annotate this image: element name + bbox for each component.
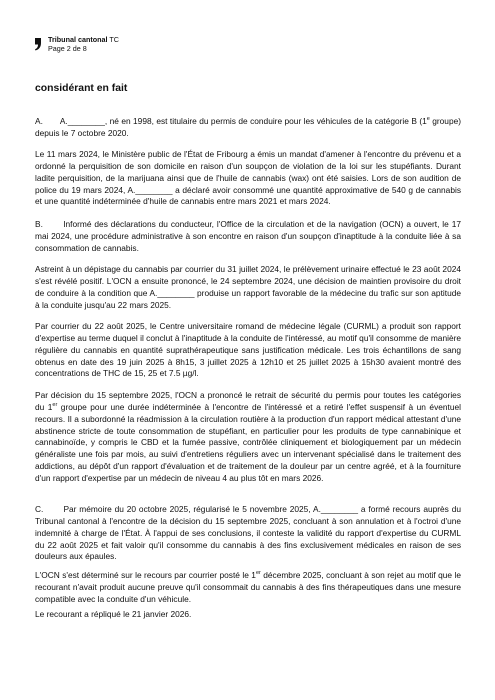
paragraph-c: C. Par mémoire du 20 octobre 2025, régularisé le 5 novembre 2025, A.________ a formé recours auprès du Tribunal cantonal à l'encontre de la décision du 15 septembre 2025, concluant à son annulation et à l'octroi d'une indemnité à charge de l'État. À l'appui de ses conclusions, il conteste la validité du rapport d'expertise du CURML du 22 août 2025 et fait valoir qu'il consomme du cannabis à des fins exclusivement médicales en raison de ses douleurs aux épaules. [35, 504, 461, 562]
court-name: Tribunal cantonal TC [48, 35, 119, 44]
page-number: Page 2 de 8 [48, 43, 87, 53]
section-title: considérant en fait [35, 83, 128, 94]
paragraph-decision: Par décision du 15 septembre 2025, l'OCN a prononcé le retrait de sécurité du permis pour toutes les catégories du 1er groupe pour une durée indéterminée à l'encontre de l'intéressé et a retiré l'effet suspensif à un éventuel recours. Il a subordonné la réadmission à la circulation routière à la production d'un rapport médical attestant d'une abstinence stricte de toute consommation de stupéfiant, en particulier pour les produits de type cannabinique et cannabinoïde, y compris le CBD et la fumée passive, contrôlée cliniquement et biologiquement par un médecin généraliste une fois par mois, au suivi d'entretiens réguliers avec un intervenant spécialisé dans le traitement des addictions, au dépôt d'un rapport d'évaluation et de traitement de la douleur par un centre agréé, et à la fourniture d'un rapport d'expertise par un médecin de niveau 4 au plus tôt en mars 2026. [35, 390, 461, 483]
court-logo-icon [33, 37, 43, 51]
document-header [33, 36, 119, 53]
paragraph-a: A. A.________, né en 1998, est titulaire du permis de conduire pour les véhicules de la catégorie B (1e groupe) depuis le 7 octobre 2020. [35, 116, 461, 138]
paragraph-reply: Le recourant a répliqué le 21 janvier 2026. [35, 609, 192, 619]
paragraph-ocn-response: L'OCN s'est déterminé sur le recours par courrier posté le 1er décembre 2025, concluant à son rejet au motif que le recourant n'avait produit aucune preuve qu'il consommait du cannabis à des fins thérapeutiques dans une mesure compatible avec la conduite d'un véhicule. [35, 570, 461, 604]
paragraph-screening: Astreint à un dépistage du cannabis par courrier du 31 juillet 2024, le prélèvement urinaire effectué le 23 août 2024 s'est révélé positif. L'OCN a ensuite prononcé, le 24 septembre 2024, une décision de maintien provisoire du droit de conduire à la condition que A.________ produise un rapport favorable de la médecine du trafic sur son aptitude à la conduite jusqu'au 22 mars 2025. [35, 264, 461, 310]
paragraph-b: B. Informé des déclarations du conducteur, l'Office de la circulation et de la navigation (OCN) a ouvert, le 17 mai 2024, une procédure administrative à son encontre en raison d'un soupçon d'inaptitude à la conduite liée à sa consommation de cannabis. [35, 219, 461, 253]
paragraph-expertise: Par courrier du 22 août 2025, le Centre universitaire romand de médecine légale (CURML) a produit son rapport d'expertise au terme duquel il conclut à l'inaptitude à la conduite de l'intéressé, au motif qu'il consomme de manière régulière du cannabis en quantité suprathérapeutique sans justification médicale. Les trois échantillons de sang obtenus en date des 19 juin 2025 à 8h15, 3 juillet 2025 à 12h10 et 25 juillet 2025 à 15h30 avaient montré des concentrations de THC de 15, 25 et 7.5 µg/l. [35, 321, 461, 379]
header-text [48, 36, 119, 53]
paragraph-search: Le 11 mars 2024, le Ministère public de l'État de Fribourg a émis un mandat d'amener à l'encontre du prévenu et a ordonné la perquisition de son domicile en raison d'un soupçon de violation de la loi sur les stupéfiants. Durant ladite perquisition, de la marijuana ainsi que de l'huile de cannabis (wax) ont été saisies. Lors de son audition de police du 19 mars 2024, A.________ a déclaré avoir consommé une quantité approximative de 540 g de cannabis et une quantité indéterminée d'huile de cannabis entre mars 2021 et mars 2024. [35, 149, 461, 207]
